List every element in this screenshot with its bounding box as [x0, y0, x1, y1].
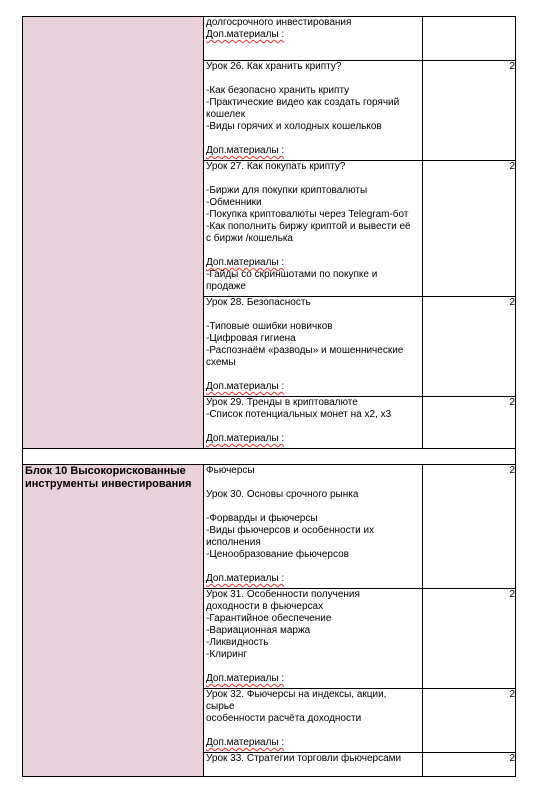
text-line: -Список потенциальных монет на х2, х3 [206, 409, 392, 420]
lesson-cell [204, 61, 423, 161]
lesson-cell [204, 589, 423, 689]
text-line: Урок 29. Тренды в криптовалюте [206, 397, 358, 408]
lesson-cell [204, 465, 423, 589]
text-line: Урок 26. Как хранить крипту? [206, 61, 342, 72]
hours-cell: 2 [423, 161, 516, 297]
lesson-cell [204, 297, 423, 397]
text-line: -Цифровая гигиена [206, 333, 296, 344]
text-line: -Покупка криптовалюты через Telegram-бот [206, 209, 409, 220]
text-line: -Как пополнить биржу криптой и вывести её [206, 221, 411, 232]
text-line: схемы [206, 357, 236, 368]
dop-materials-label: Доп.материалы : [206, 381, 285, 392]
text-line: особенности расчёта доходности [206, 713, 362, 724]
text-line: -Виды фьючерсов и особенности их [206, 525, 375, 536]
blank-line [206, 421, 420, 433]
lesson-cell [204, 17, 423, 61]
hours-cell: 2 [423, 397, 516, 449]
block-10-title-cell [23, 465, 204, 777]
text-line: Урок 30. Основы срочного рынка [206, 489, 359, 500]
text-line: -Ценообразование фьючерсов [206, 549, 349, 560]
lesson-cell [204, 161, 423, 297]
text-line: -Гайды со скриншотами по покупке и [206, 269, 378, 280]
text-line: Урок 33. Стратегии торговли фьючерсами [206, 753, 402, 764]
blank-line [206, 73, 420, 85]
text-line: -Биржи для покупки криптовалюты [206, 185, 368, 196]
dop-materials-label: Доп.материалы : [206, 673, 285, 684]
hours-cell: 2 [423, 753, 516, 777]
block-cell [23, 17, 204, 449]
block-title-line: Блок 10 Высокорискованные [25, 465, 186, 477]
text-line: Урок 32. Фьючерсы на индексы, акции, [206, 689, 387, 700]
blank-line [206, 245, 420, 257]
hours-cell: 2 [423, 589, 516, 689]
text-line: -Практические видео как создать горячий [206, 97, 400, 108]
text-line: Урок 31. Особенности получения [206, 589, 360, 600]
dop-materials-label: Доп.материалы : [206, 145, 285, 156]
text-line: Урок 28. Безопасность [206, 297, 311, 308]
curriculum-table [22, 16, 516, 777]
text-line: -Вариационная маржа [206, 625, 311, 636]
dop-materials-label: Доп.материалы : [206, 737, 285, 748]
table-row [23, 17, 516, 61]
dop-materials-label: Доп.материалы : [206, 29, 285, 40]
hours-cell: 2 [423, 61, 516, 161]
blank-line [206, 725, 420, 737]
hours-cell [423, 17, 516, 61]
text-line: долгосрочного инвестирования [206, 17, 352, 28]
text-line: -Гарантийное обеспечение [206, 613, 332, 624]
blank-line [206, 501, 420, 513]
dop-materials-label: Доп.материалы : [206, 257, 285, 268]
blank-line [206, 309, 420, 321]
text-line: исполнения [206, 537, 261, 548]
text-line: Фьючерсы [206, 465, 255, 476]
text-line: доходности в фьючерсах [206, 601, 324, 612]
text-line: -Клиринг [206, 649, 247, 660]
dop-materials-label: Доп.материалы : [206, 433, 285, 444]
blank-line [206, 133, 420, 145]
dop-materials-label: Доп.материалы : [206, 573, 285, 584]
text-line: с биржи /кошелька [206, 233, 293, 244]
text-line: продаже [206, 281, 246, 292]
blank-line [206, 477, 420, 489]
blank-line [206, 561, 420, 573]
blank-line [206, 661, 420, 673]
text-line: -Обменники [206, 197, 262, 208]
text-line: -Виды горячих и холодных кошельков [206, 121, 382, 132]
spacer-cell [23, 449, 516, 465]
blank-line [206, 369, 420, 381]
text-line: кошелек [206, 109, 246, 120]
text-line: -Как безопасно хранить крипту [206, 85, 350, 96]
spacer-row [23, 449, 516, 465]
text-line: сырье [206, 701, 235, 712]
text-line: -Распознаём «разводы» и мошеннические [206, 345, 404, 356]
table-row [23, 465, 516, 589]
text-line: -Форварды и фьючерсы [206, 513, 318, 524]
hours-cell: 2 [423, 689, 516, 753]
text-line: -Ликвидность [206, 637, 269, 648]
lesson-cell [204, 689, 423, 753]
hours-cell: 2 [423, 297, 516, 397]
block-title-line: инструменты инвестирования [25, 478, 192, 490]
blank-line [206, 173, 420, 185]
lesson-cell [204, 397, 423, 449]
hours-cell: 2 [423, 465, 516, 589]
text-line: -Типовые ошибки новичков [206, 321, 333, 332]
text-line: Урок 27. Как покупать крипту? [206, 161, 346, 172]
lesson-cell [204, 753, 423, 777]
